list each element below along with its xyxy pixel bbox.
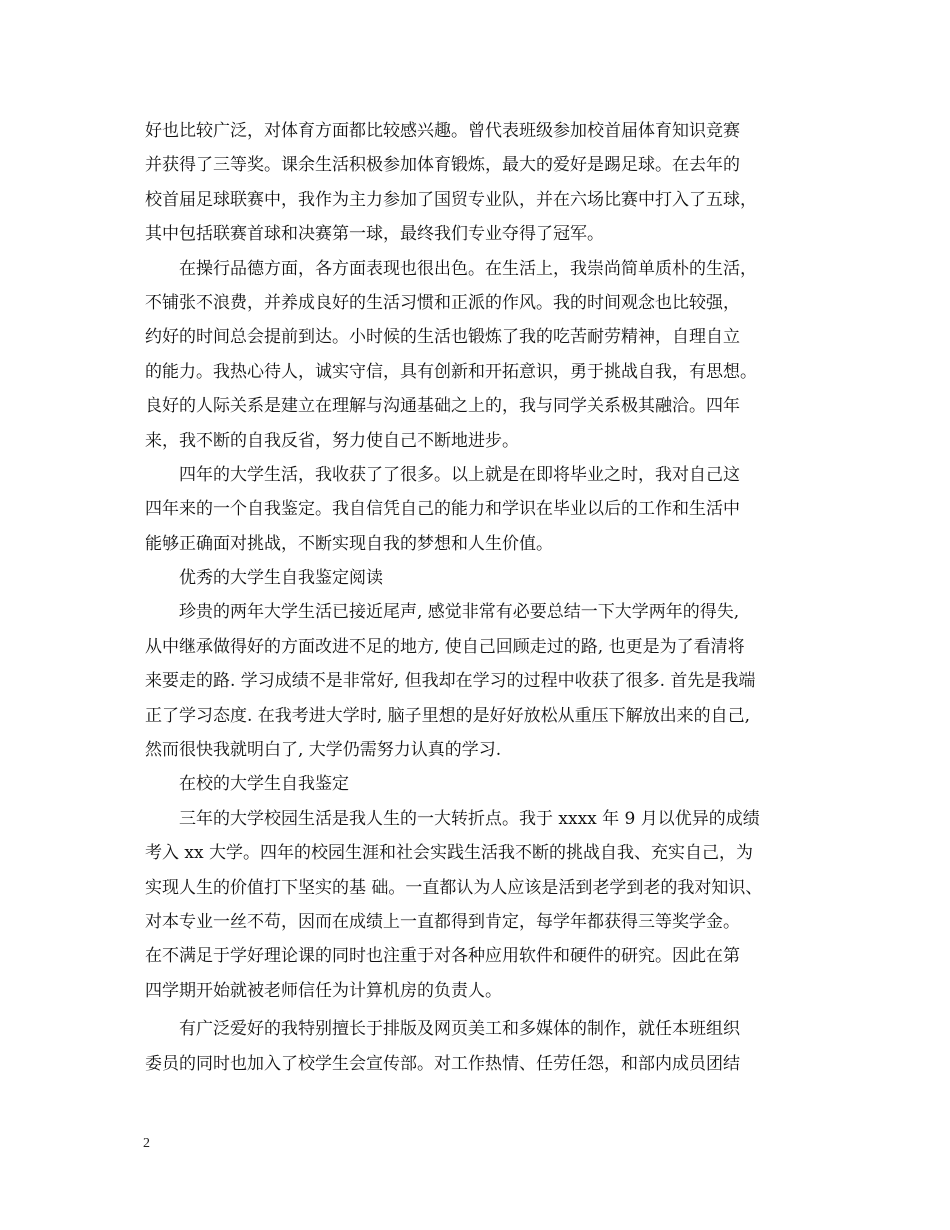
text-line: 来要走的路. 学习成绩不是非常好, 但我却在学习的过程中收获了很多. 首先是我端 [145, 671, 756, 692]
text-line: 四年来的一个自我鉴定。我自信凭自己的能力和学识在毕业以后的工作和生活中 [145, 499, 740, 520]
paragraph-start-line: 在操行品德方面，各方面表现也很出色。在生活上，我崇尚简单质朴的生活， [179, 258, 757, 279]
text-line: 四学期开始就被老师信任为计算机房的负责人。 [145, 980, 502, 1001]
text-line: 并获得了三等奖。课余生活积极参加体育锻炼，最大的爱好是踢足球。在去年的 [145, 155, 740, 176]
text-line: 的能力。我热心待人，诚实守信，具有创新和开拓意识，勇于挑战自我，有思想。 [145, 361, 757, 382]
text-line: 然而很快我就明白了, 大学仍需努力认真的学习. [145, 740, 502, 761]
text-line: 好也比较广泛，对体育方面都比较感兴趣。曾代表班级参加校首届体育知识竞赛 [145, 121, 740, 141]
text-line: 约好的时间总会提前到达。小时候的生活也锻炼了我的吃苦耐劳精神，自理自立 [145, 327, 740, 348]
text-line: 委员的同时也加入了校学生会宣传部。对工作热情、任劳任怨，和部内成员团结 [145, 1053, 740, 1074]
text-line: 不铺张不浪费，并养成良好的生活习惯和正派的作风。我的时间观念也比较强， [145, 292, 740, 313]
text-line: 在不满足于学好理论课的同时也注重于对各种应用软件和硬件的研究。因此在第 [145, 946, 740, 967]
text-line: 来，我不断的自我反省，努力使自己不断地进步。 [145, 430, 519, 451]
text-line: 从中继承做得好的方面改进不足的地方, 使自己回顾走过的路, 也更是为了看清将 [145, 636, 745, 657]
section-heading: 在校的大学生自我鉴定 [179, 774, 349, 795]
text-line: 良好的人际关系是建立在理解与沟通基础之上的，我与同学关系极其融洽。四年 [145, 396, 740, 417]
text-line: 能够正确面对挑战，不断实现自我的梦想和人生价值。 [145, 533, 553, 554]
text-line: 考入 xx 大学。四年的校园生涯和社会实践生活我不断的挑战自我、充实自己，为 [145, 843, 753, 864]
text-line: 对本专业一丝不苟，因而在成绩上一直都得到肯定，每学年都获得三等奖学金。 [145, 911, 740, 932]
page-number: 2 [143, 1136, 150, 1151]
paragraph-start-line: 四年的大学生活，我收获了了很多。以上就是在即将毕业之时，我对自己这 [179, 464, 740, 485]
paragraph-start-line: 珍贵的两年大学生活已接近尾声, 感觉非常有必要总结一下大学两年的得失, [179, 602, 740, 623]
text-line: 校首届足球联赛中，我作为主力参加了国贸专业队，并在六场比赛中打入了五球， [145, 189, 757, 210]
text-line: 实现人生的价值打下坚实的基 础。一直都认为人应该是活到老学到老的我对知识、 [145, 877, 763, 898]
paragraph-start-line: 三年的大学校园生活是我人生的一大转折点。我于 xxxx 年 9 月以优异的成绩 [179, 808, 760, 829]
section-heading: 优秀的大学生自我鉴定阅读 [179, 568, 383, 589]
text-line: 其中包括联赛首球和决赛第一球，最终我们专业夺得了冠军。 [145, 224, 604, 245]
paragraph-start-line: 有广泛爱好的我特别擅长于排版及网页美工和多媒体的制作，就任本班组织 [179, 1019, 740, 1040]
document-body [145, 114, 825, 1081]
text-line: 正了学习态度. 在我考进大学时, 脑子里想的是好好放松从重压下解放出来的自己, [145, 705, 751, 726]
